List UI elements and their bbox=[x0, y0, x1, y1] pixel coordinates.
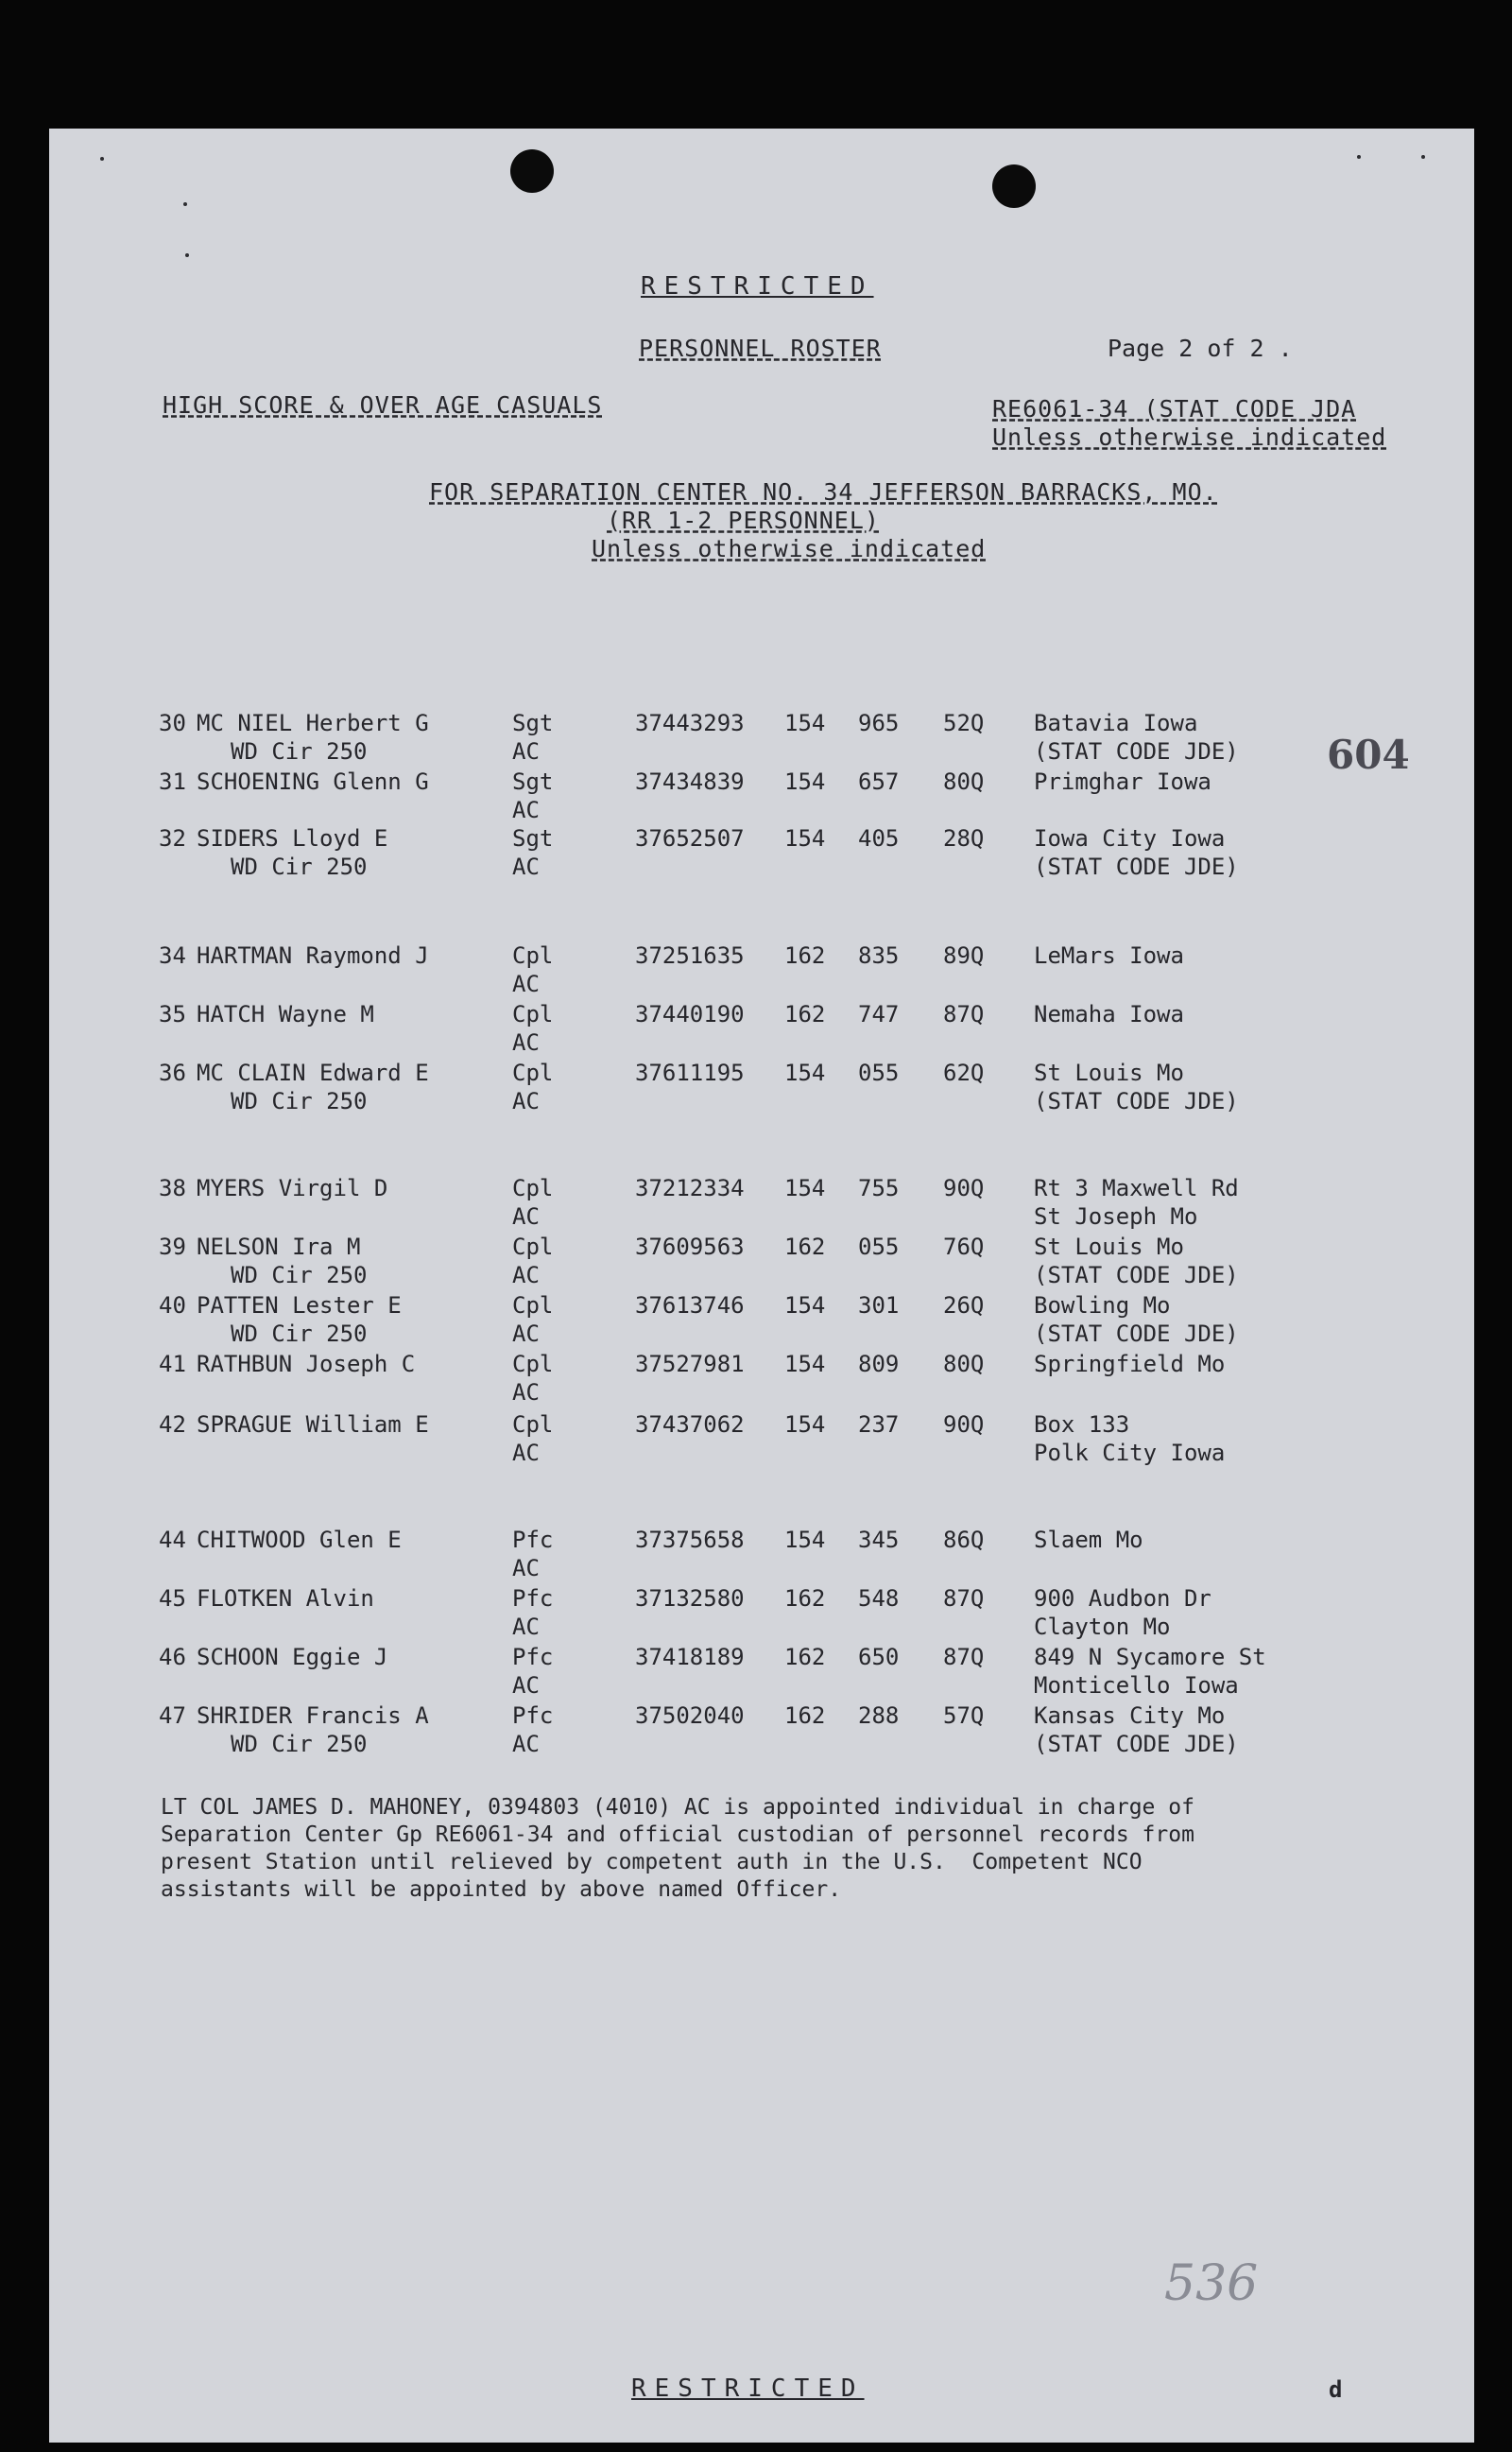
score: 89Q bbox=[943, 942, 985, 969]
address-line-1: Box 133 bbox=[1034, 1411, 1130, 1438]
table-row bbox=[49, 709, 1474, 769]
table-row bbox=[49, 1000, 1474, 1061]
serial-number: 37375658 bbox=[635, 1527, 745, 1553]
code-b: 548 bbox=[858, 1585, 900, 1612]
address-line-2: (STAT CODE JDE) bbox=[1034, 1731, 1239, 1757]
branch: AC bbox=[512, 1029, 540, 1056]
soldier-name: HATCH Wayne M bbox=[197, 1001, 374, 1027]
branch: AC bbox=[512, 1731, 540, 1757]
score: 62Q bbox=[943, 1060, 985, 1086]
row-number: 41 bbox=[159, 1351, 186, 1377]
code-a: 154 bbox=[784, 1351, 826, 1377]
code-b: 055 bbox=[858, 1060, 900, 1086]
table-row bbox=[49, 1291, 1474, 1352]
score: 87Q bbox=[943, 1644, 985, 1670]
authority-note: WD Cir 250 bbox=[231, 854, 368, 880]
code-b: 809 bbox=[858, 1351, 900, 1377]
page-stamp-number: 604 bbox=[1327, 732, 1410, 778]
rank: Pfc bbox=[512, 1585, 554, 1612]
destination: FOR SEPARATION CENTER NO. 34 JEFFERSON BARRACKS, MO. bbox=[429, 478, 1218, 506]
score: 80Q bbox=[943, 768, 985, 795]
unit-code: RE6061-34 (STAT CODE JDA bbox=[992, 395, 1357, 423]
address-line-1: Primghar Iowa bbox=[1034, 768, 1211, 795]
rank: Cpl bbox=[512, 1351, 554, 1377]
rank: Pfc bbox=[512, 1702, 554, 1729]
table-row bbox=[49, 1526, 1474, 1586]
code-a: 162 bbox=[784, 942, 826, 969]
table-row bbox=[49, 1174, 1474, 1235]
soldier-name: MYERS Virgil D bbox=[197, 1175, 388, 1201]
soldier-name: SIDERS Lloyd E bbox=[197, 825, 388, 852]
branch: AC bbox=[512, 1614, 540, 1640]
row-number: 39 bbox=[159, 1234, 186, 1260]
address-line-1: Batavia Iowa bbox=[1034, 710, 1198, 736]
speck bbox=[183, 202, 187, 206]
serial-number: 37440190 bbox=[635, 1001, 745, 1027]
rank: Sgt bbox=[512, 710, 554, 736]
speck bbox=[1421, 155, 1425, 159]
address-line-2: (STAT CODE JDE) bbox=[1034, 738, 1239, 765]
table-row bbox=[49, 824, 1474, 885]
code-b: 835 bbox=[858, 942, 900, 969]
code-a: 162 bbox=[784, 1644, 826, 1670]
code-b: 237 bbox=[858, 1411, 900, 1438]
serial-number: 37443293 bbox=[635, 710, 745, 736]
serial-number: 37611195 bbox=[635, 1060, 745, 1086]
soldier-name: SCHOON Eggie J bbox=[197, 1644, 388, 1670]
address-line-1: St Louis Mo bbox=[1034, 1060, 1184, 1086]
row-number: 32 bbox=[159, 825, 186, 852]
code-b: 288 bbox=[858, 1702, 900, 1729]
code-b: 055 bbox=[858, 1234, 900, 1260]
code-a: 154 bbox=[784, 1292, 826, 1319]
soldier-name: PATTEN Lester E bbox=[197, 1292, 402, 1319]
score: 90Q bbox=[943, 1411, 985, 1438]
rank: Cpl bbox=[512, 942, 554, 969]
soldier-name: FLOTKEN Alvin bbox=[197, 1585, 374, 1612]
row-number: 47 bbox=[159, 1702, 186, 1729]
address-line-2: (STAT CODE JDE) bbox=[1034, 1088, 1239, 1114]
address-line-2: (STAT CODE JDE) bbox=[1034, 1321, 1239, 1347]
address-line-1: Bowling Mo bbox=[1034, 1292, 1171, 1319]
serial-number: 37613746 bbox=[635, 1292, 745, 1319]
code-a: 162 bbox=[784, 1585, 826, 1612]
row-number: 46 bbox=[159, 1644, 186, 1670]
address-line-1: Iowa City Iowa bbox=[1034, 825, 1226, 852]
table-row bbox=[49, 1059, 1474, 1119]
code-a: 154 bbox=[784, 1411, 826, 1438]
address-line-2: (STAT CODE JDE) bbox=[1034, 1262, 1239, 1288]
address-line-1: 900 Audbon Dr bbox=[1034, 1585, 1211, 1612]
soldier-name: RATHBUN Joseph C bbox=[197, 1351, 416, 1377]
table-row bbox=[49, 768, 1474, 828]
code-a: 154 bbox=[784, 825, 826, 852]
row-number: 44 bbox=[159, 1527, 186, 1553]
address-line-1: Slaem Mo bbox=[1034, 1527, 1143, 1553]
row-number: 34 bbox=[159, 942, 186, 969]
appointment-paragraph: LT COL JAMES D. MAHONEY, 0394803 (4010) AC is appointed individual in charge of Separation Center Gp RE6061-34 and official custodian of personnel records from present Station until relieved by competent auth in the U.S. Competent NCO assistants will be appointed by above named Officer. bbox=[161, 1795, 1194, 1902]
rank: Pfc bbox=[512, 1644, 554, 1670]
score: 26Q bbox=[943, 1292, 985, 1319]
roster-title: PERSONNEL ROSTER bbox=[639, 335, 882, 362]
address-line-2: (STAT CODE JDE) bbox=[1034, 854, 1239, 880]
code-b: 650 bbox=[858, 1644, 900, 1670]
code-a: 154 bbox=[784, 1175, 826, 1201]
footer-classification: RESTRICTED bbox=[631, 2374, 865, 2403]
address-line-2: Clayton Mo bbox=[1034, 1614, 1171, 1640]
code-b: 405 bbox=[858, 825, 900, 852]
code-b: 301 bbox=[858, 1292, 900, 1319]
table-row bbox=[49, 1410, 1474, 1471]
serial-number: 37212334 bbox=[635, 1175, 745, 1201]
score: 87Q bbox=[943, 1001, 985, 1027]
code-b: 755 bbox=[858, 1175, 900, 1201]
row-number: 35 bbox=[159, 1001, 186, 1027]
code-a: 162 bbox=[784, 1001, 826, 1027]
row-number: 36 bbox=[159, 1060, 186, 1086]
score: 90Q bbox=[943, 1175, 985, 1201]
row-number: 45 bbox=[159, 1585, 186, 1612]
rank: Cpl bbox=[512, 1411, 554, 1438]
speck bbox=[100, 157, 104, 161]
code-a: 162 bbox=[784, 1702, 826, 1729]
rank: Pfc bbox=[512, 1527, 554, 1553]
handwritten-number: 536 bbox=[1164, 2255, 1259, 2312]
header-classification: RESTRICTED bbox=[641, 272, 874, 301]
speck bbox=[1357, 155, 1361, 159]
code-a: 154 bbox=[784, 710, 826, 736]
code-a: 154 bbox=[784, 768, 826, 795]
soldier-name: SCHOENING Glenn G bbox=[197, 768, 429, 795]
address-line-2: Monticello Iowa bbox=[1034, 1672, 1239, 1699]
rank: Sgt bbox=[512, 825, 554, 852]
address-line-1: Rt 3 Maxwell Rd bbox=[1034, 1175, 1239, 1201]
personnel-type: (RR 1-2 PERSONNEL) bbox=[607, 507, 880, 534]
score: 52Q bbox=[943, 710, 985, 736]
serial-number: 37609563 bbox=[635, 1234, 745, 1260]
punch-hole bbox=[510, 149, 554, 193]
soldier-name: MC CLAIN Edward E bbox=[197, 1060, 429, 1086]
score: 57Q bbox=[943, 1702, 985, 1729]
code-a: 154 bbox=[784, 1527, 826, 1553]
branch: AC bbox=[512, 797, 540, 823]
table-row bbox=[49, 1584, 1474, 1645]
serial-number: 37434839 bbox=[635, 768, 745, 795]
destination-note: Unless otherwise indicated bbox=[592, 535, 987, 562]
branch: AC bbox=[512, 854, 540, 880]
table-row bbox=[49, 1350, 1474, 1410]
address-line-1: Kansas City Mo bbox=[1034, 1702, 1226, 1729]
branch: AC bbox=[512, 1321, 540, 1347]
branch: AC bbox=[512, 1555, 540, 1581]
serial-number: 37437062 bbox=[635, 1411, 745, 1438]
unit-code-note: Unless otherwise indicated bbox=[992, 423, 1387, 451]
authority-note: WD Cir 250 bbox=[231, 1731, 368, 1757]
branch: AC bbox=[512, 1379, 540, 1406]
rank: Cpl bbox=[512, 1175, 554, 1201]
rank: Cpl bbox=[512, 1001, 554, 1027]
row-number: 40 bbox=[159, 1292, 186, 1319]
address-line-2: Polk City Iowa bbox=[1034, 1440, 1226, 1466]
corner-mark: d bbox=[1329, 2376, 1343, 2403]
code-a: 154 bbox=[784, 1060, 826, 1086]
address-line-1: Springfield Mo bbox=[1034, 1351, 1226, 1377]
rank: Cpl bbox=[512, 1234, 554, 1260]
rank: Cpl bbox=[512, 1292, 554, 1319]
soldier-name: SHRIDER Francis A bbox=[197, 1702, 429, 1729]
serial-number: 37527981 bbox=[635, 1351, 745, 1377]
serial-number: 37652507 bbox=[635, 825, 745, 852]
authority-note: WD Cir 250 bbox=[231, 738, 368, 765]
serial-number: 37132580 bbox=[635, 1585, 745, 1612]
authority-note: WD Cir 250 bbox=[231, 1088, 368, 1114]
branch: AC bbox=[512, 1672, 540, 1699]
authority-note: WD Cir 250 bbox=[231, 1262, 368, 1288]
address-line-2: St Joseph Mo bbox=[1034, 1203, 1198, 1230]
casualty-category: HIGH SCORE & OVER AGE CASUALS bbox=[163, 391, 603, 419]
code-b: 345 bbox=[858, 1527, 900, 1553]
rank: Cpl bbox=[512, 1060, 554, 1086]
authority-note: WD Cir 250 bbox=[231, 1321, 368, 1347]
rank: Sgt bbox=[512, 768, 554, 795]
soldier-name: HARTMAN Raymond J bbox=[197, 942, 429, 969]
address-line-1: Nemaha Iowa bbox=[1034, 1001, 1184, 1027]
table-row bbox=[49, 941, 1474, 1002]
soldier-name: SPRAGUE William E bbox=[197, 1411, 429, 1438]
table-row bbox=[49, 1233, 1474, 1293]
address-line-1: LeMars Iowa bbox=[1034, 942, 1184, 969]
address-line-1: St Louis Mo bbox=[1034, 1234, 1184, 1260]
row-number: 38 bbox=[159, 1175, 186, 1201]
row-number: 42 bbox=[159, 1411, 186, 1438]
serial-number: 37502040 bbox=[635, 1702, 745, 1729]
row-number: 30 bbox=[159, 710, 186, 736]
serial-number: 37418189 bbox=[635, 1644, 745, 1670]
speck bbox=[185, 253, 189, 257]
score: 28Q bbox=[943, 825, 985, 852]
page-indicator: Page 2 of 2 . bbox=[1108, 335, 1293, 362]
document-page bbox=[49, 129, 1474, 2443]
code-b: 657 bbox=[858, 768, 900, 795]
code-a: 162 bbox=[784, 1234, 826, 1260]
serial-number: 37251635 bbox=[635, 942, 745, 969]
soldier-name: CHITWOOD Glen E bbox=[197, 1527, 402, 1553]
table-row bbox=[49, 1643, 1474, 1703]
punch-hole bbox=[992, 164, 1036, 208]
score: 80Q bbox=[943, 1351, 985, 1377]
branch: AC bbox=[512, 1088, 540, 1114]
branch: AC bbox=[512, 738, 540, 765]
soldier-name: NELSON Ira M bbox=[197, 1234, 361, 1260]
table-row bbox=[49, 1701, 1474, 1762]
branch: AC bbox=[512, 1262, 540, 1288]
score: 86Q bbox=[943, 1527, 985, 1553]
branch: AC bbox=[512, 1203, 540, 1230]
soldier-name: MC NIEL Herbert G bbox=[197, 710, 429, 736]
address-line-1: 849 N Sycamore St bbox=[1034, 1644, 1266, 1670]
code-b: 747 bbox=[858, 1001, 900, 1027]
code-b: 965 bbox=[858, 710, 900, 736]
branch: AC bbox=[512, 971, 540, 997]
row-number: 31 bbox=[159, 768, 186, 795]
score: 87Q bbox=[943, 1585, 985, 1612]
branch: AC bbox=[512, 1440, 540, 1466]
score: 76Q bbox=[943, 1234, 985, 1260]
